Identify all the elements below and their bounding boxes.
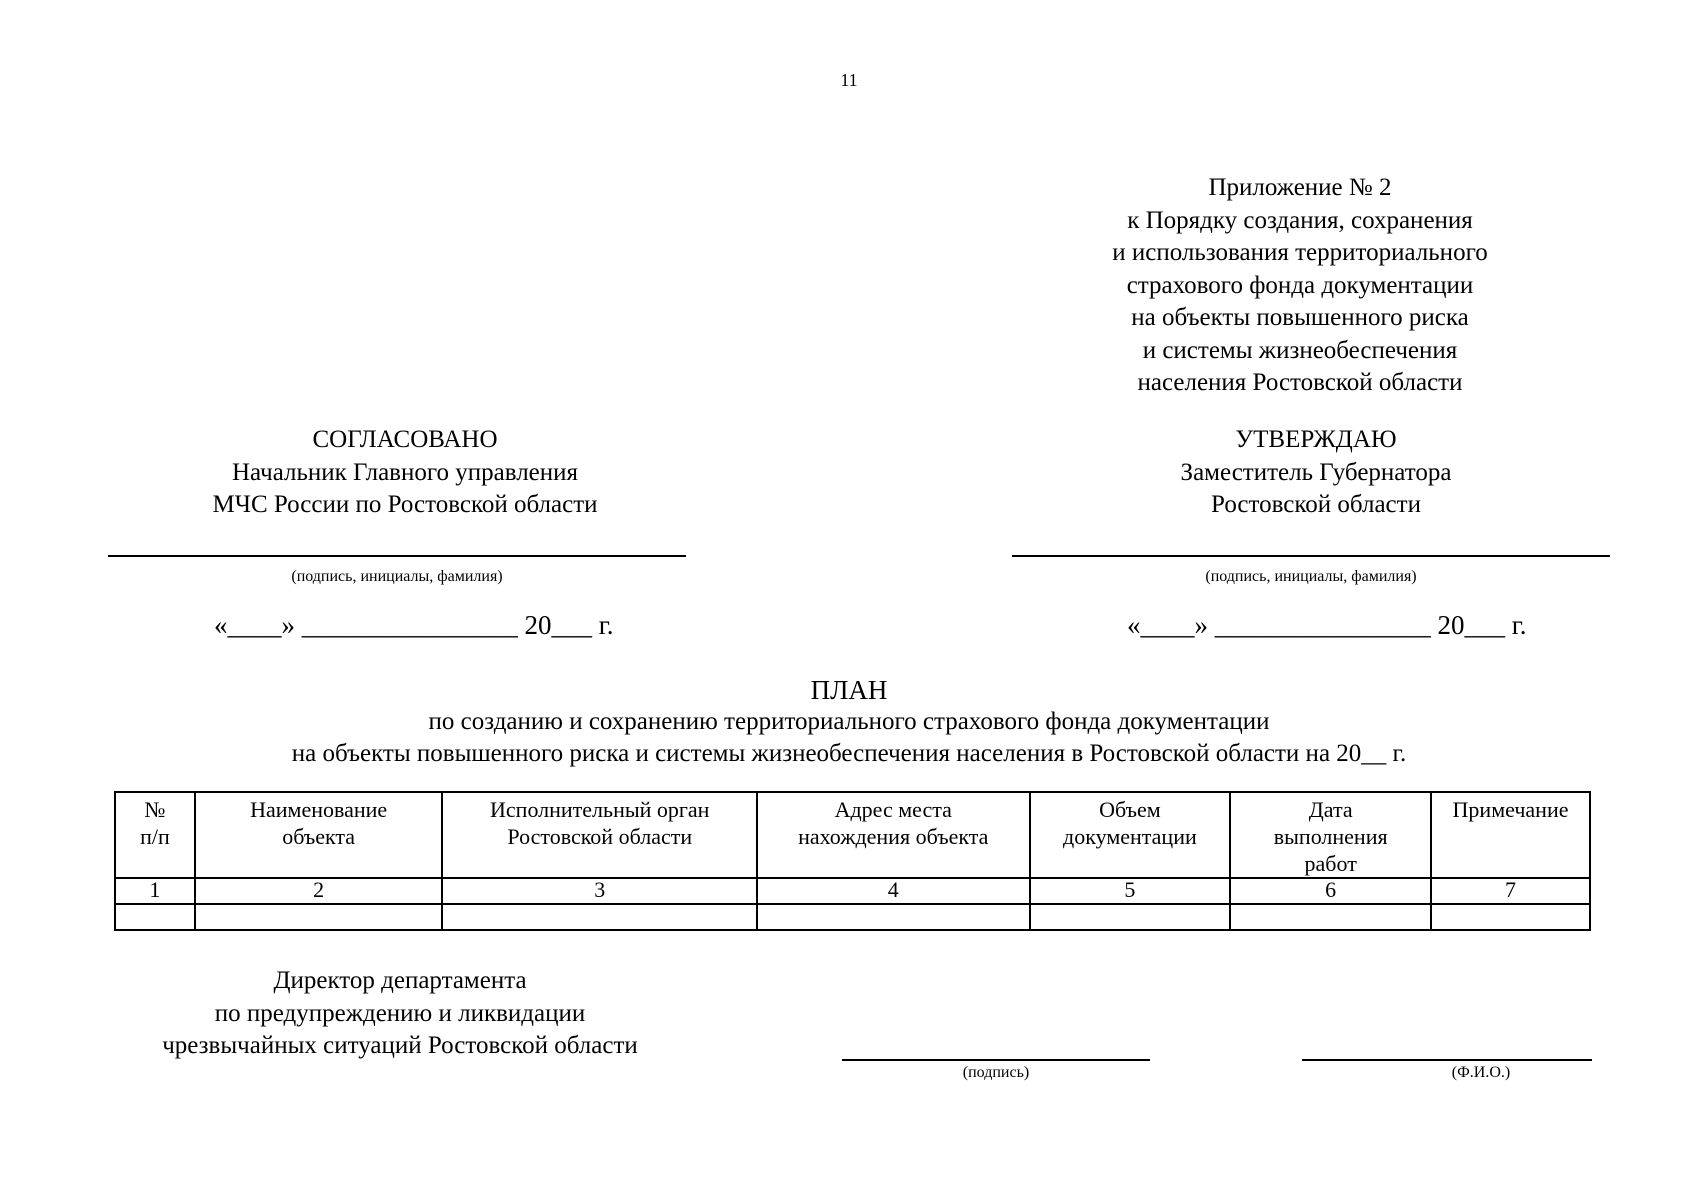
header-line: п/п [140, 824, 170, 849]
approval-left-signature-line [108, 555, 686, 557]
empty-cell [442, 904, 757, 930]
director-line: чрезвычайных ситуаций Ростовской области [162, 1032, 638, 1059]
table-row-empty [115, 904, 1590, 930]
approval-left-line: Начальник Главного управления [231, 458, 579, 486]
header-line: № [144, 797, 166, 822]
appendix-line: и системы жизнеобеспечения [1142, 336, 1458, 364]
column-header-object-name [195, 792, 443, 878]
approval-right-signature-line [1012, 555, 1610, 557]
appendix-line: страхового фонда документации [1126, 271, 1474, 299]
empty-cell [1030, 904, 1231, 930]
empty-cell [195, 904, 443, 930]
column-number-cell: 1 [115, 878, 195, 904]
header-line: документации [1063, 824, 1197, 849]
header-line: Наименование [250, 797, 388, 822]
header-line: Исполнительный орган [490, 797, 710, 822]
approval-left-date: «____» ________________ 20___ г. [214, 610, 614, 640]
director-signature-caption: (подпись) [962, 1064, 1030, 1081]
approval-left-block [110, 424, 700, 522]
table-header-row [115, 792, 1590, 878]
appendix-line: к Порядку создания, сохранения [1127, 206, 1473, 234]
plan-subtitle: по созданию и сохранению территориального страхового фонда документации [428, 708, 1270, 735]
header-line: Ростовской области [507, 824, 693, 849]
appendix-header [1020, 172, 1580, 400]
approval-right-block [1016, 424, 1616, 522]
column-number-cell: 7 [1431, 878, 1590, 904]
header-line: Дата [1308, 797, 1353, 822]
column-header-address [757, 792, 1030, 878]
approval-right-line: Заместитель Губернатора [1180, 458, 1452, 486]
page-number: 11 [840, 70, 858, 90]
appendix-line: на объекты повышенного риска [1131, 304, 1469, 331]
column-number-cell: 5 [1030, 878, 1231, 904]
column-header-documentation-volume [1030, 792, 1231, 878]
empty-cell [1230, 904, 1431, 930]
appendix-line: и использования территориального [1112, 239, 1488, 266]
column-number-cell: 4 [757, 878, 1030, 904]
column-header-completion-date [1230, 792, 1431, 878]
plan-table [114, 791, 1591, 931]
director-name-caption: (Ф.И.О.) [1451, 1064, 1511, 1081]
director-signature-line [842, 1059, 1150, 1061]
director-line: Директор департамента [273, 967, 527, 994]
empty-cell [115, 904, 195, 930]
approval-right-date: «____» ________________ 20___ г. [1127, 610, 1527, 640]
approval-left-line: МЧС России по Ростовской области [212, 491, 598, 518]
column-number-cell: 6 [1230, 878, 1431, 904]
column-header-number [115, 792, 195, 878]
table-row-column-numbers [115, 878, 1590, 904]
header-line: Адрес места [834, 797, 952, 822]
empty-cell [757, 904, 1030, 930]
header-line: Объем [1099, 797, 1161, 822]
header-line: объекта [282, 824, 356, 849]
approval-right-heading: УТВЕРЖДАЮ [1235, 426, 1397, 453]
column-header-executive-body [442, 792, 757, 878]
column-header-note [1431, 792, 1590, 878]
approval-right-signature-caption: (подпись, инициалы, фамилия) [1205, 568, 1417, 585]
plan-subtitle: на объекты повышенного риска и системы жизнеобеспечения населения в Ростовской области на 20__ г. [291, 740, 1407, 767]
director-name-line [1302, 1059, 1592, 1061]
column-number-cell: 3 [442, 878, 757, 904]
appendix-line: Приложение № 2 [1208, 174, 1392, 201]
column-number-cell: 2 [195, 878, 443, 904]
approval-right-line: Ростовской области [1211, 491, 1421, 518]
empty-cell [1431, 904, 1590, 930]
header-line: нахождения объекта [798, 824, 989, 849]
plan-title: ПЛАН [810, 675, 888, 705]
director-block [110, 965, 690, 1063]
director-line: по предупреждению и ликвидации [214, 999, 586, 1027]
appendix-line: населения Ростовской области [1137, 369, 1463, 396]
approval-left-heading: СОГЛАСОВАНО [312, 426, 498, 453]
approval-left-signature-caption: (подпись, инициалы, фамилия) [291, 568, 503, 585]
header-line: Примечание [1452, 797, 1569, 822]
header-line: работ [1304, 851, 1357, 876]
header-line: выполнения [1273, 824, 1388, 849]
